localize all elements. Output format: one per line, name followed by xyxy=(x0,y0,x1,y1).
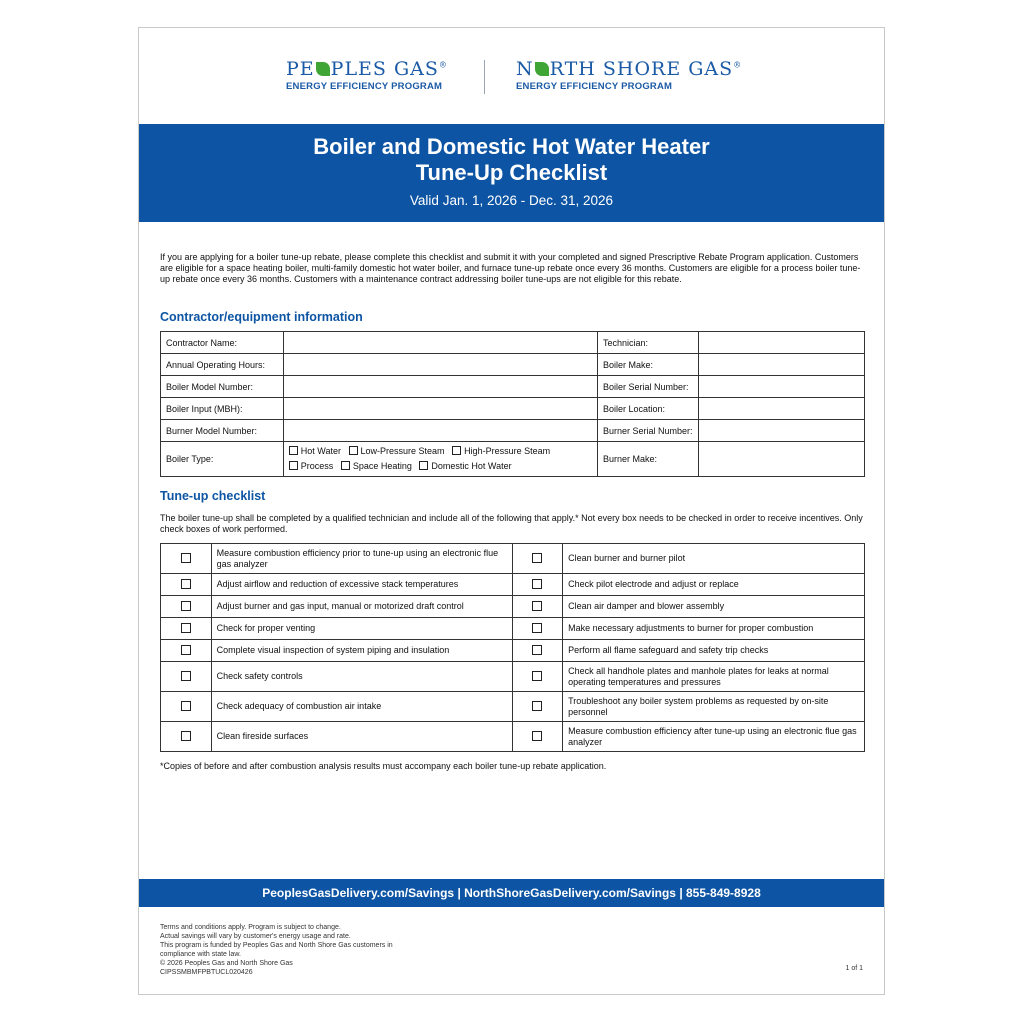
checkbox-cell[interactable] xyxy=(512,574,563,596)
boiler-type-row xyxy=(161,442,865,477)
title-banner xyxy=(139,124,884,222)
checkbox-cell[interactable] xyxy=(161,692,212,722)
checkbox-cell[interactable] xyxy=(512,692,563,722)
checklist-row xyxy=(161,722,865,752)
checkbox[interactable] xyxy=(532,701,542,711)
checkbox[interactable] xyxy=(289,446,298,455)
checklist-row xyxy=(161,574,865,596)
field-input[interactable] xyxy=(698,354,864,376)
northshore-program-label: ENERGY EFFICIENCY PROGRAM xyxy=(516,81,673,92)
fine-print-line: Terms and conditions apply. Program is subject to change. xyxy=(160,924,341,931)
checkbox-cell[interactable] xyxy=(512,662,563,692)
info-row xyxy=(161,420,865,442)
info-row xyxy=(161,376,865,398)
checkbox[interactable] xyxy=(452,446,461,455)
field-label: Technician: xyxy=(598,332,699,354)
option-space-heating[interactable]: Space Heating xyxy=(341,461,412,471)
fine-print-line: Actual savings will vary by customer's energy usage and rate. xyxy=(160,933,351,940)
checklist-item-text: Check all handhole plates and manhole plates for leaks at normal operating temperatures and pressures xyxy=(563,662,865,692)
field-input[interactable] xyxy=(283,398,597,420)
option-process[interactable]: Process xyxy=(289,461,334,471)
checklist-item-text: Measure combustion efficiency prior to tune-up using an electronic flue gas analyzer xyxy=(211,544,512,574)
rebate-form-page xyxy=(138,27,885,995)
checkbox-cell[interactable] xyxy=(512,544,563,574)
leaf-icon xyxy=(535,62,549,76)
checklist-item-text: Check safety controls xyxy=(211,662,512,692)
checkbox-cell[interactable] xyxy=(161,722,212,752)
checkbox-cell[interactable] xyxy=(512,722,563,752)
checklist-item-text: Check for proper venting xyxy=(211,618,512,640)
checklist-item-text: Adjust burner and gas input, manual or motorized draft control xyxy=(211,596,512,618)
field-input[interactable] xyxy=(283,354,597,376)
checklist-row xyxy=(161,662,865,692)
field-input[interactable] xyxy=(283,420,597,442)
checklist-row xyxy=(161,544,865,574)
peoples-gas-logo: PE PLES GAS® ENERGY EFFICIENCY PROGRAM xyxy=(286,58,448,92)
page-number: 1 of 1 xyxy=(845,965,863,972)
logo-divider xyxy=(484,60,485,94)
intro-paragraph: If you are applying for a boiler tune-up rebate, please complete this checklist and submit it with your completed and signed Prescriptive Rebate Program application. Customers are eligible for a space heating boiler, multi-family domestic hot water boiler, and furnace tune-up rebate once every 36 months. Customers are eligible for a process boiler tune-up rebate once every 36 months. Customers with a maintenance contract addressing boiler tune-ups are not eligible for this rebate. xyxy=(160,252,861,284)
info-row xyxy=(161,332,865,354)
checkbox[interactable] xyxy=(181,645,191,655)
field-label: Boiler Model Number: xyxy=(161,376,284,398)
field-input[interactable] xyxy=(698,398,864,420)
contact-bar: PeoplesGasDelivery.com/Savings | NorthShoreGasDelivery.com/Savings | 855-849-8928 xyxy=(139,879,884,907)
checkbox-cell[interactable] xyxy=(512,618,563,640)
checklist-item-text: Complete visual inspection of system piping and insulation xyxy=(211,640,512,662)
field-label: Boiler Make: xyxy=(598,354,699,376)
boiler-type-options xyxy=(283,442,597,477)
checkbox[interactable] xyxy=(181,701,191,711)
fine-print-line: © 2026 Peoples Gas and North Shore Gas xyxy=(160,960,293,967)
checkbox-cell[interactable] xyxy=(161,596,212,618)
info-row xyxy=(161,398,865,420)
checklist-heading: Tune-up checklist xyxy=(160,489,266,503)
checkbox-cell[interactable] xyxy=(161,574,212,596)
checklist-item-text: Clean fireside surfaces xyxy=(211,722,512,752)
field-label: Boiler Input (MBH): xyxy=(161,398,284,420)
burner-make-label: Burner Make: xyxy=(598,442,699,477)
checkbox[interactable] xyxy=(419,461,428,470)
checklist-row xyxy=(161,596,865,618)
fine-print-line: compliance with state law. xyxy=(160,951,241,958)
footnote: *Copies of before and after combustion analysis results must accompany each boiler tune-up rebate application. xyxy=(160,761,607,771)
checkbox[interactable] xyxy=(532,645,542,655)
checklist-item-text: Check adequacy of combustion air intake xyxy=(211,692,512,722)
checklist-item-text: Clean burner and burner pilot xyxy=(563,544,865,574)
checkbox-cell[interactable] xyxy=(161,618,212,640)
checkbox[interactable] xyxy=(181,623,191,633)
checklist-item-text: Perform all flame safeguard and safety trip checks xyxy=(563,640,865,662)
fine-print-line: This program is funded by Peoples Gas and North Shore Gas customers in xyxy=(160,942,393,949)
option-domestic-hot-water[interactable]: Domestic Hot Water xyxy=(419,461,511,471)
field-input[interactable] xyxy=(698,332,864,354)
checklist-row xyxy=(161,640,865,662)
checkbox-cell[interactable] xyxy=(161,544,212,574)
checkbox[interactable] xyxy=(532,623,542,633)
checklist-item-text: Adjust airflow and reduction of excessive stack temperatures xyxy=(211,574,512,596)
option-hot-water[interactable]: Hot Water xyxy=(289,446,341,456)
fine-print-line: CIPSSMBMFPBTUCL020426 xyxy=(160,969,253,976)
logo-header xyxy=(139,58,884,98)
contractor-heading: Contractor/equipment information xyxy=(160,310,363,324)
checkbox[interactable] xyxy=(532,553,542,563)
valid-dates: Valid Jan. 1, 2026 - Dec. 31, 2026 xyxy=(409,193,614,208)
checkbox[interactable] xyxy=(532,671,542,681)
checkbox-cell[interactable] xyxy=(161,662,212,692)
checkbox[interactable] xyxy=(349,446,358,455)
field-input[interactable] xyxy=(283,376,597,398)
checkbox[interactable] xyxy=(289,461,298,470)
fine-print xyxy=(160,923,393,977)
checkbox-cell[interactable] xyxy=(512,596,563,618)
checklist-row xyxy=(161,692,865,722)
peoples-program-label: ENERGY EFFICIENCY PROGRAM xyxy=(286,81,443,92)
leaf-icon xyxy=(316,62,330,76)
checkbox[interactable] xyxy=(181,601,191,611)
checklist-row xyxy=(161,618,865,640)
checkbox[interactable] xyxy=(532,731,542,741)
checkbox[interactable] xyxy=(181,553,191,563)
field-label: Burner Model Number: xyxy=(161,420,284,442)
checkbox[interactable] xyxy=(181,579,191,589)
checklist-item-text: Clean air damper and blower assembly xyxy=(563,596,865,618)
page-title: Boiler and Domestic Hot Water Heater Tune-Up Checklist xyxy=(313,134,710,185)
option-high-pressure-steam[interactable]: High-Pressure Steam xyxy=(452,446,550,456)
checkbox[interactable] xyxy=(341,461,350,470)
field-input[interactable] xyxy=(283,332,597,354)
checkbox[interactable] xyxy=(181,671,191,681)
tune-up-checklist-table xyxy=(160,543,865,752)
burner-make-field[interactable] xyxy=(698,442,864,477)
field-label: Burner Serial Number: xyxy=(598,420,699,442)
checklist-item-text: Check pilot electrode and adjust or replace xyxy=(563,574,865,596)
field-label: Contractor Name: xyxy=(161,332,284,354)
field-label: Boiler Serial Number: xyxy=(598,376,699,398)
checklist-item-text: Measure combustion efficiency after tune-up using an electronic flue gas analyzer xyxy=(563,722,865,752)
checkbox[interactable] xyxy=(181,731,191,741)
field-label: Annual Operating Hours: xyxy=(161,354,284,376)
checkbox[interactable] xyxy=(532,579,542,589)
checkbox-cell[interactable] xyxy=(512,640,563,662)
north-shore-gas-logo: N RTH SHORE GAS® ENERGY EFFICIENCY PROGRAM xyxy=(516,58,743,92)
field-input[interactable] xyxy=(698,376,864,398)
info-row xyxy=(161,354,865,376)
option-low-pressure-steam[interactable]: Low-Pressure Steam xyxy=(349,446,445,456)
checkbox-cell[interactable] xyxy=(161,640,212,662)
checklist-intro: The boiler tune-up shall be completed by a qualified technician and include all of the following that apply.* Not every box needs to be checked in order to receive incentives. Only check boxes of work performed. xyxy=(160,513,863,534)
checklist-item-text: Make necessary adjustments to burner for proper combustion xyxy=(563,618,865,640)
field-label: Boiler Location: xyxy=(598,398,699,420)
contractor-info-table xyxy=(160,331,865,477)
checkbox[interactable] xyxy=(532,601,542,611)
field-input[interactable] xyxy=(698,420,864,442)
checklist-item-text: Troubleshoot any boiler system problems as requested by on-site personnel xyxy=(563,692,865,722)
boiler-type-label: Boiler Type: xyxy=(161,442,284,477)
